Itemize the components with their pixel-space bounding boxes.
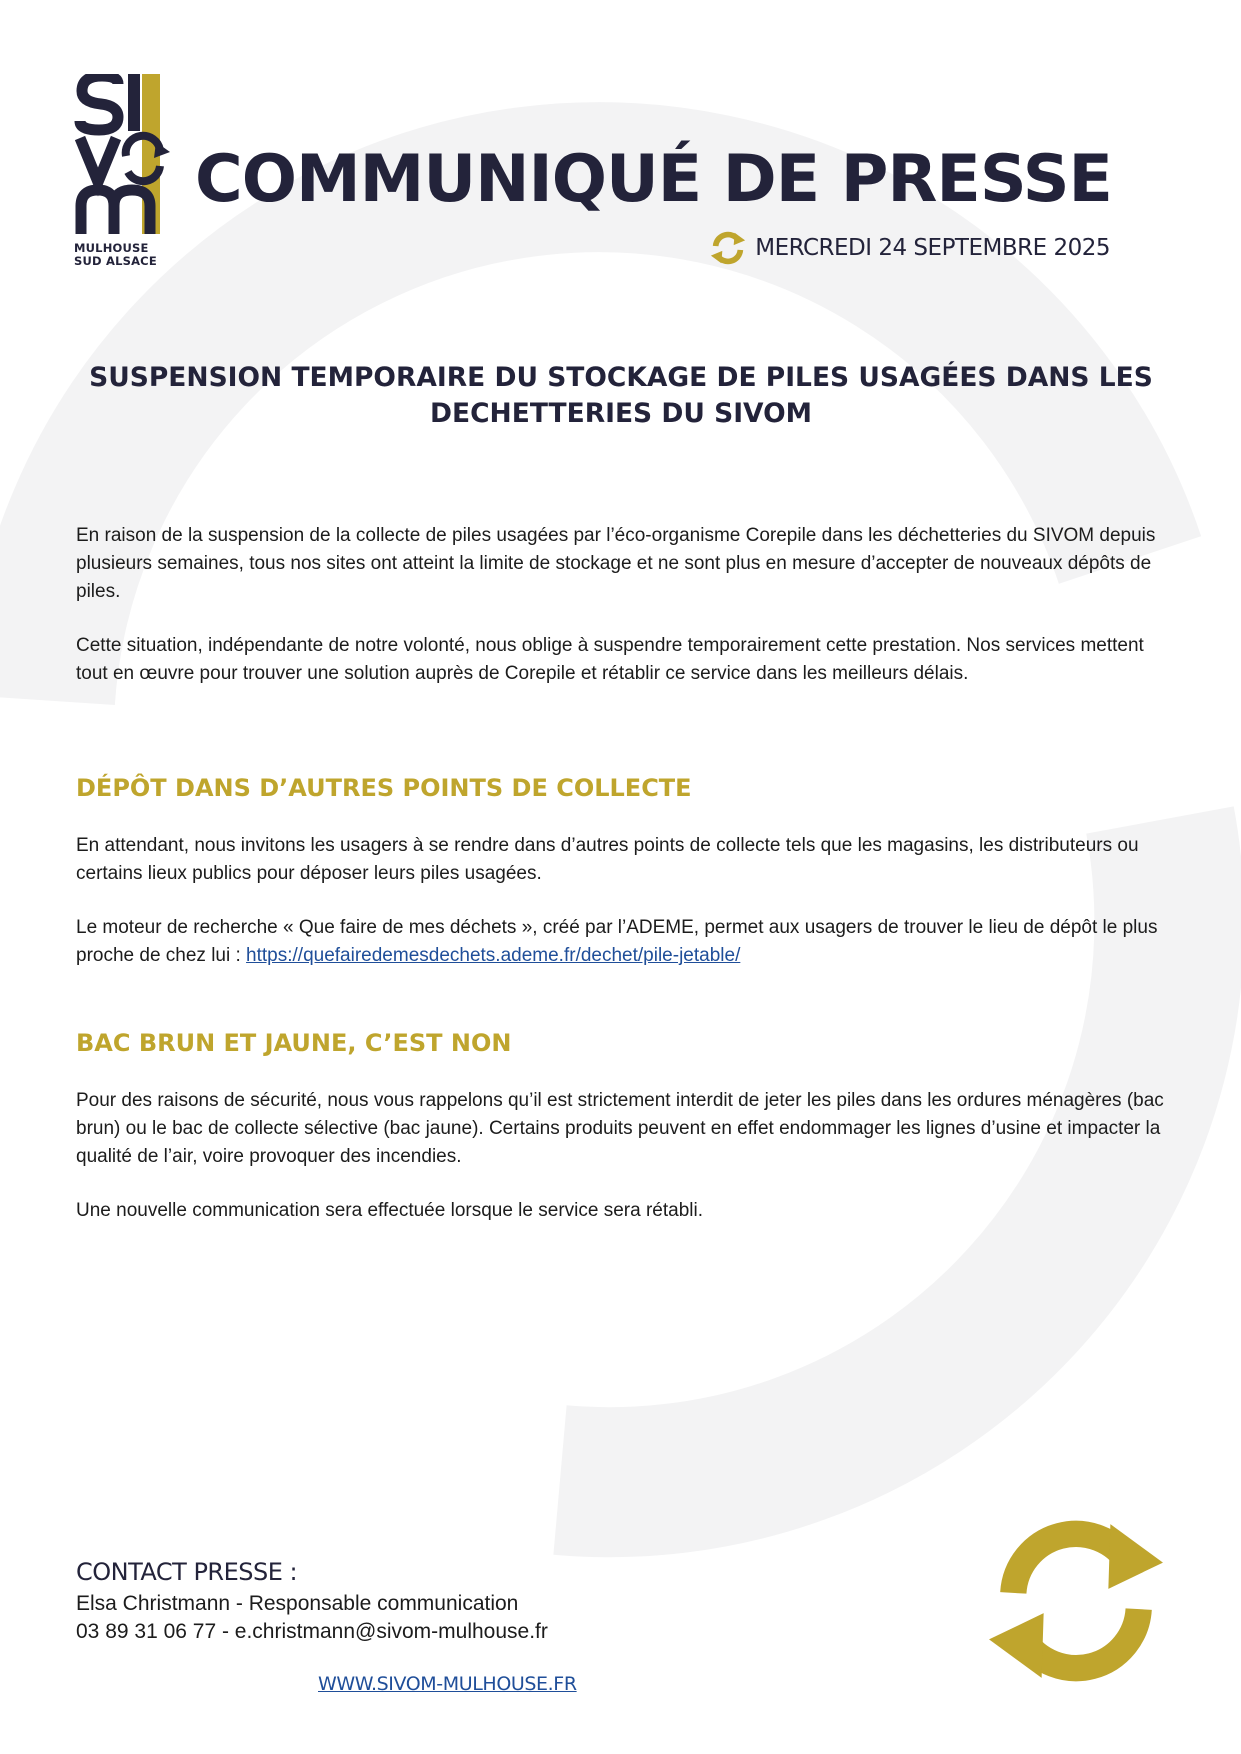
recycle-arrows-icon-large	[985, 1510, 1167, 1692]
contact-phone-email: 03 89 31 06 77 - e.christmann@sivom-mulhouse.fr	[76, 1620, 548, 1643]
section1-paragraph-1: En attendant, nous invitons les usagers à se rendre dans d’autres points de collecte tels que les magasins, les distributeurs ou certains lieux publics pour déposer leurs piles usagées.	[76, 835, 1139, 884]
ademe-link[interactable]: https://quefairedemesdechets.ademe.fr/dechet/pile-jetable/	[246, 945, 741, 966]
logo-sub-line1: MULHOUSE	[74, 241, 149, 255]
section1-paragraph-2	[76, 914, 1171, 970]
intro-paragraph-2: Cette situation, indépendante de notre volonté, nous oblige à suspendre temporairement cette prestation. Nos services mettent tout en œuvre pour trouver une solution auprès de Corepile et rétablir ce service dans les meilleurs délais.	[76, 635, 1144, 684]
press-date: MERCREDI 24 SEPTEMBRE 2025	[755, 235, 1110, 261]
contact-name: Elsa Christmann - Responsable communication	[76, 1592, 519, 1615]
section-title-bins: BAC BRUN ET JAUNE, C’EST NON	[76, 1029, 512, 1057]
date-line	[709, 229, 1110, 267]
intro-paragraph-1: En raison de la suspension de la collecte de piles usagées par l’éco-organisme Corepile dans les déchetteries du SIVOM depuis plusieurs semaines, tous nos sites ont atteint la limite de stockage et ne sont plus en mesure d’accepter de nouveaux dépôts de piles.	[76, 525, 1156, 602]
logo-sub-line2: SUD ALSACE	[74, 254, 157, 268]
website-link[interactable]: WWW.SIVOM-MULHOUSE.FR	[318, 1673, 577, 1695]
recycle-arrows-icon	[709, 229, 747, 267]
section1-paragraph-2-text: Le moteur de recherche « Que faire de mes déchets », créé par l’ADEME, permet aux usagers de trouver le lieu de dépôt le plus proche de chez lui :	[76, 917, 1158, 966]
contact-title: CONTACT PRESSE :	[76, 1558, 298, 1586]
section2-paragraph-1: Pour des raisons de sécurité, nous vous rappelons qu’il est strictement interdit de jeter les piles dans les ordures ménagères (bac brun) ou le bac de collecte sélective (bac jaune). Certains produits peuvent en effet endommager les lignes d’usine et impacter la qualité de l’air, voire provoquer des incendies.	[76, 1090, 1164, 1167]
section-title-collection-points: DÉPÔT DANS D’AUTRES POINTS DE COLLECTE	[76, 774, 692, 802]
page-title: COMMUNIQUÉ DE PRESSE	[195, 142, 1112, 217]
sivom-logo-mark	[74, 74, 174, 239]
sivom-logo	[74, 74, 174, 274]
section2-paragraph-2: Une nouvelle communication sera effectuée lorsque le service sera rétabli.	[76, 1200, 703, 1221]
logo-subtitle	[74, 242, 174, 268]
headline: SUSPENSION TEMPORAIRE DU STOCKAGE DE PILES USAGÉES DANS LES DECHETTERIES DU SIVOM	[89, 362, 1153, 429]
